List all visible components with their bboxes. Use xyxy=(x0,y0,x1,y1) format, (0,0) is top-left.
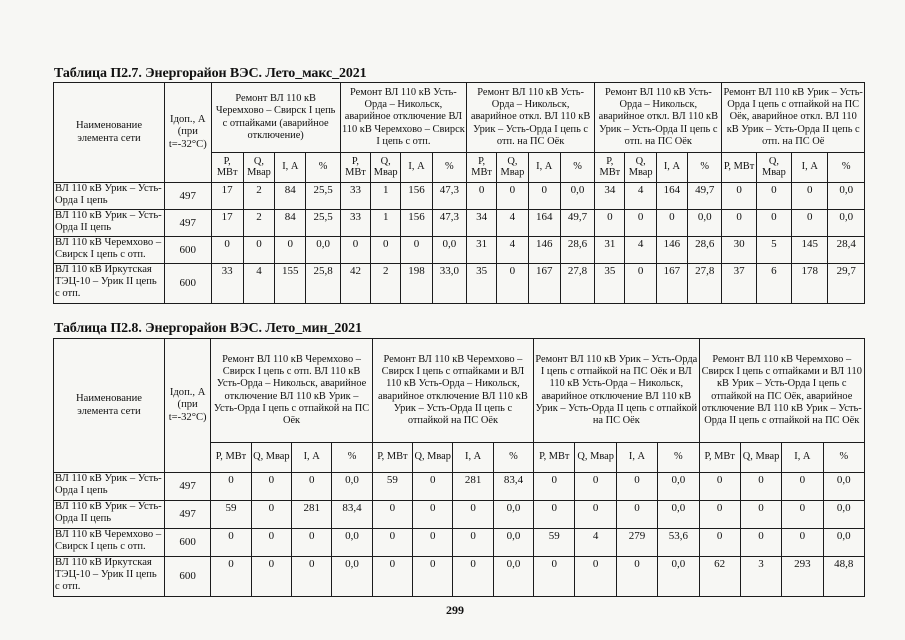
cell-value: 34 xyxy=(595,183,625,210)
column-header-idop: Iдоп., А (при t=-32°С) xyxy=(164,339,210,473)
cell-value: 0 xyxy=(251,473,291,501)
sub-header: % xyxy=(688,153,722,183)
sub-header: I, А xyxy=(656,153,687,183)
cell-value: 6 xyxy=(756,264,791,304)
cell-value: 59 xyxy=(372,473,412,501)
cell-value: 47,3 xyxy=(432,210,466,237)
cell-value: 42 xyxy=(340,264,370,304)
cell-value: 0,0 xyxy=(823,501,864,529)
cell-value: 0 xyxy=(251,557,291,597)
table-2-caption: Таблица П2.8. Энергорайон ВЭС. Лето_мин_2021 xyxy=(54,321,362,336)
sub-header: Q, Мвар xyxy=(243,153,274,183)
cell-value: 0 xyxy=(292,529,332,557)
cell-value: 0 xyxy=(251,501,291,529)
sub-header: I, А xyxy=(782,443,823,473)
group-header: Ремонт ВЛ 110 кВ Усть-Орда – Никольск, аварийное откл. ВЛ 110 кВ Урик – Усть-Орда I цепь с отп. на ПС Оёк xyxy=(466,83,594,153)
cell-value: 0 xyxy=(740,473,781,501)
table-1-caption: Таблица П2.7. Энергорайон ВЭС. Лето_макс_2021 xyxy=(54,66,367,81)
cell-value: 0 xyxy=(740,529,781,557)
cell-value: 146 xyxy=(656,237,687,264)
cell-value: 0 xyxy=(497,264,528,304)
sub-header: Q, Мвар xyxy=(251,443,291,473)
cell-value: 0 xyxy=(372,501,412,529)
cell-value: 0,0 xyxy=(828,183,865,210)
sub-header: Р, МВт xyxy=(534,443,575,473)
cell-value: 0 xyxy=(616,473,657,501)
cell-value: 0 xyxy=(453,557,493,597)
cell-value: 35 xyxy=(466,264,496,304)
cell-value: 33,0 xyxy=(432,264,466,304)
table-2 xyxy=(53,338,865,597)
table-row xyxy=(54,501,865,529)
sub-header: Р, МВт xyxy=(466,153,496,183)
row-idop-value: 600 xyxy=(164,557,210,597)
cell-value: 0 xyxy=(575,557,616,597)
sub-header: Q, Мвар xyxy=(740,443,781,473)
cell-value: 0,0 xyxy=(493,529,533,557)
cell-value: 0 xyxy=(575,473,616,501)
sub-header: % xyxy=(828,153,865,183)
cell-value: 0,0 xyxy=(823,529,864,557)
cell-value: 0,0 xyxy=(493,501,533,529)
cell-value: 167 xyxy=(528,264,560,304)
cell-value: 1 xyxy=(371,210,401,237)
sub-header: I, А xyxy=(792,153,828,183)
cell-value: 83,4 xyxy=(332,501,372,529)
table-row xyxy=(54,473,865,501)
cell-value: 0,0 xyxy=(658,501,699,529)
cell-value: 0 xyxy=(413,473,453,501)
cell-value: 4 xyxy=(243,264,274,304)
cell-value: 17 xyxy=(211,183,243,210)
column-header-idop: Iдоп., А (при t=-32°С) xyxy=(165,83,211,183)
sub-header: % xyxy=(332,443,372,473)
cell-value: 0 xyxy=(699,529,740,557)
sub-header: Р, МВт xyxy=(211,153,243,183)
table-row xyxy=(54,557,865,597)
cell-value: 0 xyxy=(616,501,657,529)
cell-value: 0 xyxy=(340,237,370,264)
cell-value: 0,0 xyxy=(332,473,372,501)
cell-value: 28,6 xyxy=(688,237,722,264)
cell-value: 156 xyxy=(401,210,432,237)
cell-value: 281 xyxy=(292,501,332,529)
cell-value: 0 xyxy=(211,473,251,501)
cell-value: 0 xyxy=(699,501,740,529)
sub-header: Р, МВт xyxy=(595,153,625,183)
row-element-name: ВЛ 110 кВ Черемхово – Свирск I цепь с отп. xyxy=(54,237,165,264)
cell-value: 59 xyxy=(534,529,575,557)
cell-value: 0 xyxy=(413,557,453,597)
sub-header: Р, МВт xyxy=(722,153,756,183)
cell-value: 0 xyxy=(466,183,496,210)
cell-value: 27,8 xyxy=(560,264,594,304)
row-idop-value: 497 xyxy=(164,473,210,501)
row-element-name: ВЛ 110 кВ Иркутская ТЭЦ-10 – Урик II цепь с отп. xyxy=(54,557,165,597)
table-row xyxy=(54,237,865,264)
row-element-name: ВЛ 110 кВ Урик – Усть-Орда I цепь xyxy=(54,473,165,501)
cell-value: 31 xyxy=(466,237,496,264)
row-element-name: ВЛ 110 кВ Иркутская ТЭЦ-10 – Урик II цепь с отп. xyxy=(54,264,165,304)
table-row xyxy=(54,529,865,557)
row-idop-value: 497 xyxy=(165,210,211,237)
group-header: Ремонт ВЛ 110 кВ Черемхово – Свирск I цепь с отпайками и ВЛ 110 кВ Усть-Орда – Никольск, аварийное отключение ВЛ 110 кВ Урик – Усть-Орда II цепь с отпайкой на ПС Оёк xyxy=(372,339,533,443)
cell-value: 0 xyxy=(534,557,575,597)
cell-value: 0 xyxy=(211,529,251,557)
column-header-name: Наименование элемента сети xyxy=(54,339,165,473)
cell-value: 0 xyxy=(656,210,687,237)
cell-value: 31 xyxy=(595,237,625,264)
sub-header: I, А xyxy=(401,153,432,183)
cell-value: 0 xyxy=(792,183,828,210)
cell-value: 0 xyxy=(401,237,432,264)
group-header: Ремонт ВЛ 110 кВ Урик – Усть-Орда I цепь с отпайкой на ПС Оёк, аварийное откл. ВЛ 110 кВ Урик – Усть-Орда II цепь с отп. на ПС Оё xyxy=(722,83,865,153)
cell-value: 0 xyxy=(528,183,560,210)
cell-value: 0 xyxy=(292,557,332,597)
row-idop-value: 600 xyxy=(165,264,211,304)
sub-header: I, А xyxy=(528,153,560,183)
cell-value: 25,5 xyxy=(306,210,340,237)
row-element-name: ВЛ 110 кВ Урик – Усть-Орда II цепь xyxy=(54,210,165,237)
column-header-name: Наименование элемента сети xyxy=(54,83,165,183)
cell-value: 29,7 xyxy=(828,264,865,304)
sub-header: % xyxy=(823,443,864,473)
table-1 xyxy=(53,82,865,304)
cell-value: 2 xyxy=(243,210,274,237)
cell-value: 0 xyxy=(782,473,823,501)
cell-value: 0 xyxy=(243,237,274,264)
cell-value: 0,0 xyxy=(688,210,722,237)
sub-header: Q, Мвар xyxy=(575,443,616,473)
cell-value: 0 xyxy=(497,183,528,210)
cell-value: 0 xyxy=(792,210,828,237)
cell-value: 0,0 xyxy=(432,237,466,264)
cell-value: 167 xyxy=(656,264,687,304)
cell-value: 59 xyxy=(211,501,251,529)
sub-header: % xyxy=(658,443,699,473)
cell-value: 0 xyxy=(372,529,412,557)
cell-value: 0 xyxy=(534,473,575,501)
cell-value: 27,8 xyxy=(688,264,722,304)
cell-value: 0 xyxy=(756,210,791,237)
group-header: Ремонт ВЛ 110 кВ Усть-Орда – Никольск, аварийное отключение ВЛ 110 кВ Черемхово – Свирск I цепь с отп. xyxy=(340,83,466,153)
cell-value: 2 xyxy=(243,183,274,210)
group-header: Ремонт ВЛ 110 кВ Усть-Орда – Никольск, аварийное откл. ВЛ 110 кВ Урик – Усть-Орда II цепь с отп. на ПС Оёк xyxy=(595,83,722,153)
cell-value: 0 xyxy=(413,529,453,557)
cell-value: 28,4 xyxy=(828,237,865,264)
cell-value: 4 xyxy=(497,210,528,237)
cell-value: 0 xyxy=(699,473,740,501)
cell-value: 0 xyxy=(616,557,657,597)
cell-value: 4 xyxy=(575,529,616,557)
cell-value: 0 xyxy=(625,264,656,304)
cell-value: 0 xyxy=(740,501,781,529)
cell-value: 0 xyxy=(211,237,243,264)
cell-value: 0 xyxy=(292,473,332,501)
sub-header: % xyxy=(432,153,466,183)
cell-value: 4 xyxy=(497,237,528,264)
cell-value: 5 xyxy=(756,237,791,264)
cell-value: 34 xyxy=(466,210,496,237)
cell-value: 0,0 xyxy=(823,473,864,501)
cell-value: 0 xyxy=(453,501,493,529)
cell-value: 49,7 xyxy=(560,210,594,237)
cell-value: 0 xyxy=(413,501,453,529)
cell-value: 0 xyxy=(595,210,625,237)
table-row xyxy=(54,183,865,210)
cell-value: 0 xyxy=(275,237,306,264)
cell-value: 0 xyxy=(722,210,756,237)
row-idop-value: 497 xyxy=(165,183,211,210)
sub-header: I, А xyxy=(275,153,306,183)
cell-value: 37 xyxy=(722,264,756,304)
table-row xyxy=(54,264,865,304)
cell-value: 1 xyxy=(371,183,401,210)
sub-header: % xyxy=(306,153,340,183)
row-element-name: ВЛ 110 кВ Черемхово – Свирск I цепь с отп. xyxy=(54,529,165,557)
cell-value: 0 xyxy=(782,529,823,557)
cell-value: 17 xyxy=(211,210,243,237)
cell-value: 0 xyxy=(211,557,251,597)
cell-value: 279 xyxy=(616,529,657,557)
cell-value: 33 xyxy=(211,264,243,304)
cell-value: 0 xyxy=(722,183,756,210)
cell-value: 0,0 xyxy=(658,473,699,501)
cell-value: 3 xyxy=(740,557,781,597)
cell-value: 2 xyxy=(371,264,401,304)
cell-value: 47,3 xyxy=(432,183,466,210)
cell-value: 0,0 xyxy=(332,529,372,557)
cell-value: 178 xyxy=(792,264,828,304)
cell-value: 25,8 xyxy=(306,264,340,304)
sub-header: Q, Мвар xyxy=(625,153,656,183)
sub-header: I, А xyxy=(616,443,657,473)
row-element-name: ВЛ 110 кВ Урик – Усть-Орда I цепь xyxy=(54,183,165,210)
cell-value: 49,7 xyxy=(688,183,722,210)
cell-value: 0 xyxy=(625,210,656,237)
cell-value: 33 xyxy=(340,210,370,237)
cell-value: 145 xyxy=(792,237,828,264)
cell-value: 28,6 xyxy=(560,237,594,264)
sub-header: % xyxy=(493,443,533,473)
cell-value: 83,4 xyxy=(493,473,533,501)
cell-value: 0 xyxy=(251,529,291,557)
cell-value: 0 xyxy=(371,237,401,264)
sub-header: Q, Мвар xyxy=(497,153,528,183)
cell-value: 156 xyxy=(401,183,432,210)
cell-value: 33 xyxy=(340,183,370,210)
row-idop-value: 600 xyxy=(164,529,210,557)
cell-value: 30 xyxy=(722,237,756,264)
cell-value: 0,0 xyxy=(493,557,533,597)
cell-value: 0,0 xyxy=(306,237,340,264)
sub-header: % xyxy=(560,153,594,183)
cell-value: 62 xyxy=(699,557,740,597)
table-row xyxy=(54,210,865,237)
cell-value: 0,0 xyxy=(560,183,594,210)
cell-value: 0 xyxy=(575,501,616,529)
group-header: Ремонт ВЛ 110 кВ Урик – Усть-Орда I цепь с отпайкой на ПС Оёк и ВЛ 110 кВ Усть-Орда – Никольск, аварийное отключение ВЛ 110 кВ Урик – Усть-Орда II цепь с отпайкой на ПС Оёк xyxy=(534,339,699,443)
cell-value: 281 xyxy=(453,473,493,501)
cell-value: 35 xyxy=(595,264,625,304)
cell-value: 164 xyxy=(528,210,560,237)
sub-header: I, А xyxy=(453,443,493,473)
cell-value: 155 xyxy=(275,264,306,304)
cell-value: 164 xyxy=(656,183,687,210)
cell-value: 0,0 xyxy=(828,210,865,237)
sub-header: Q, Мвар xyxy=(756,153,791,183)
cell-value: 0,0 xyxy=(658,557,699,597)
row-idop-value: 600 xyxy=(165,237,211,264)
sub-header: I, А xyxy=(292,443,332,473)
row-idop-value: 497 xyxy=(164,501,210,529)
sub-header: Q, Мвар xyxy=(413,443,453,473)
group-header: Ремонт ВЛ 110 кВ Черемхово – Свирск I цепь с отпайками и ВЛ 110 кВ Урик – Усть-Орда I цепь с отпайкой на ПС Оёк, аварийное отключение ВЛ 110 кВ Урик – Усть-Орда II цепь с отпайкой на ПС Оёк xyxy=(699,339,865,443)
cell-value: 4 xyxy=(625,237,656,264)
cell-value: 293 xyxy=(782,557,823,597)
group-header: Ремонт ВЛ 110 кВ Черемхово – Свирск I цепь с отпайками (аварийное отключение) xyxy=(211,83,340,153)
cell-value: 25,5 xyxy=(306,183,340,210)
cell-value: 0,0 xyxy=(332,557,372,597)
page-number: 299 xyxy=(446,603,464,617)
cell-value: 84 xyxy=(275,210,306,237)
sub-header: Р, МВт xyxy=(340,153,370,183)
cell-value: 48,8 xyxy=(823,557,864,597)
sub-header: Q, Мвар xyxy=(371,153,401,183)
cell-value: 198 xyxy=(401,264,432,304)
cell-value: 53,6 xyxy=(658,529,699,557)
row-element-name: ВЛ 110 кВ Урик – Усть-Орда II цепь xyxy=(54,501,165,529)
cell-value: 146 xyxy=(528,237,560,264)
sub-header: Р, МВт xyxy=(211,443,251,473)
cell-value: 84 xyxy=(275,183,306,210)
cell-value: 0 xyxy=(372,557,412,597)
cell-value: 0 xyxy=(782,501,823,529)
sub-header: Р, МВт xyxy=(372,443,412,473)
cell-value: 0 xyxy=(756,183,791,210)
cell-value: 4 xyxy=(625,183,656,210)
sub-header: Р, МВт xyxy=(699,443,740,473)
cell-value: 0 xyxy=(453,529,493,557)
group-header: Ремонт ВЛ 110 кВ Черемхово – Свирск I цепь с отп. ВЛ 110 кВ Усть-Орда – Никольск, аварийное отключение ВЛ 110 кВ Урик – Усть-Орда I цепь с отпайкой на ПС Оёк xyxy=(211,339,372,443)
cell-value: 0 xyxy=(534,501,575,529)
